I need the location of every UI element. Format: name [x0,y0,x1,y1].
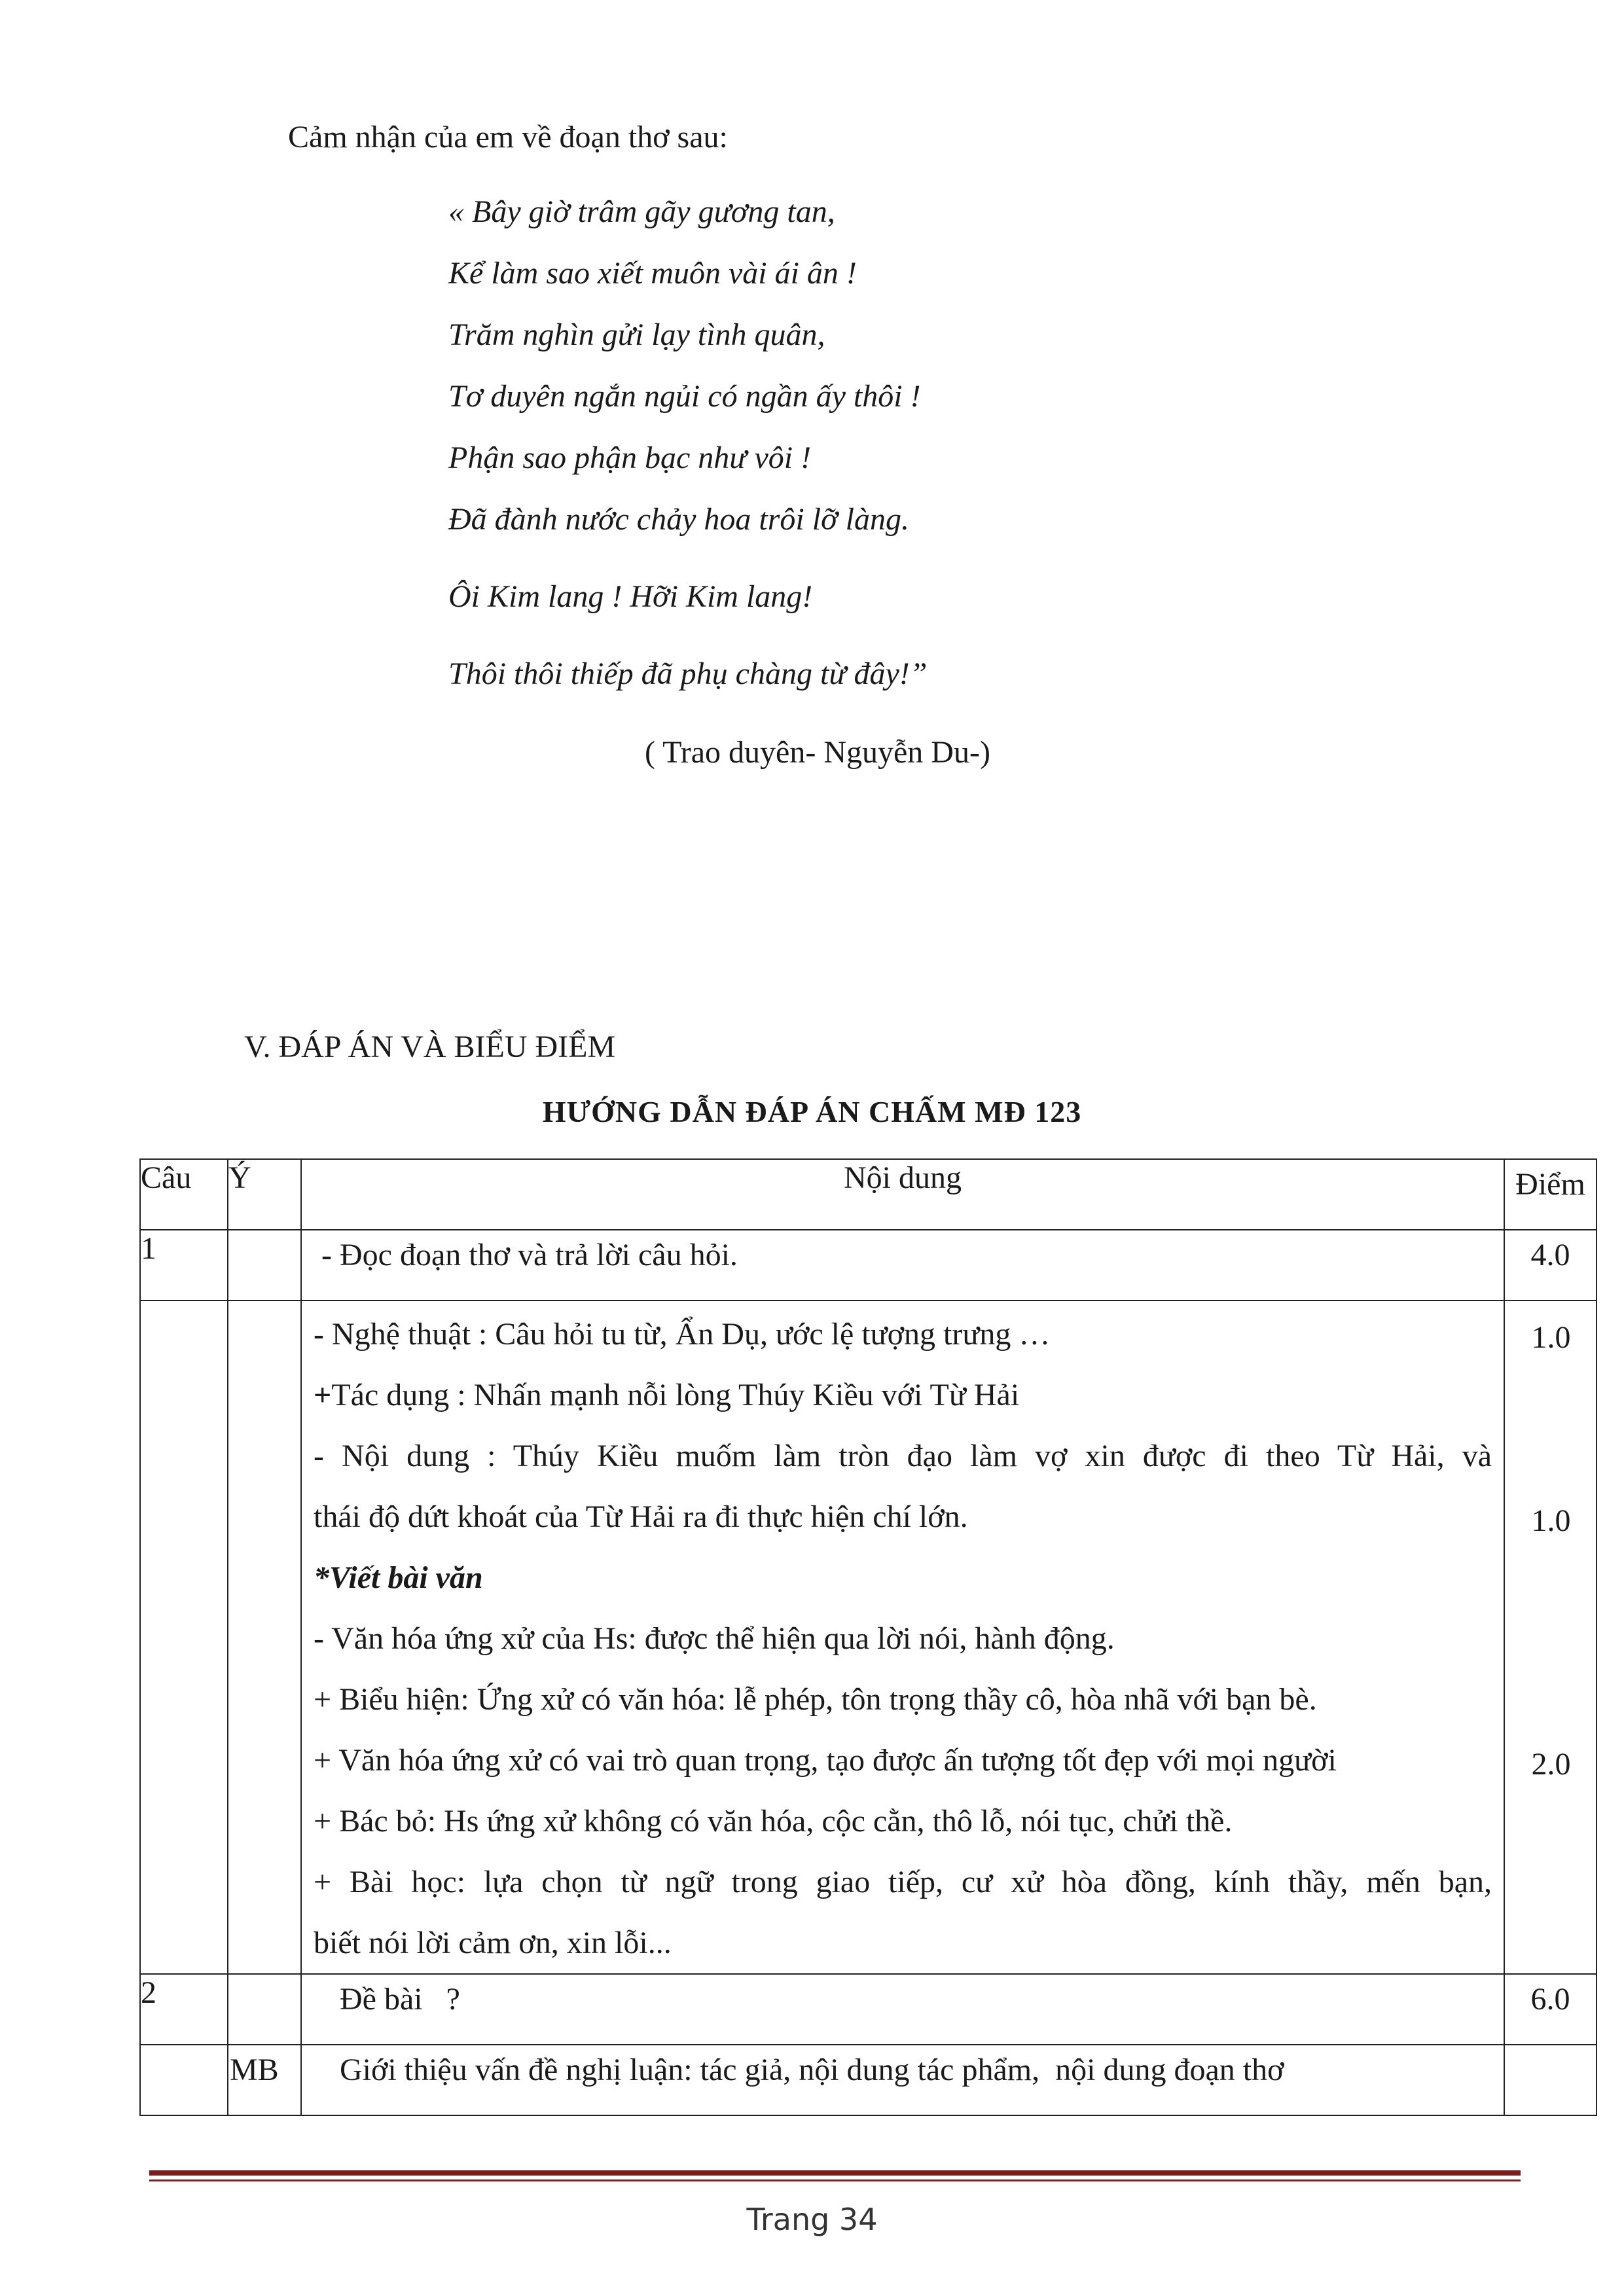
row4-noi-dung: Giới thiệu vấn đề nghị luận: tác giả, nội dung tác phẩm, nội dung đoạn thơ [301,2045,1504,2115]
row3-noi-dung: Đề bài ? [301,1974,1504,2045]
table-title: HƯỚNG DẪN ĐÁP ÁN CHẤM MĐ 123 [542,1095,1082,1128]
poem-line-5: Phận sao phận bạc như vôi ! [448,440,812,475]
poem-line-4: Tơ duyên ngắn ngủi có ngần ấy thôi ! [448,379,921,414]
section-title: V. ĐÁP ÁN VÀ BIỂU ĐIỂM [244,1030,616,1064]
row2-line-10: + Bài học: lựa chọn từ ngữ trong giao tiếp, cư xử hòa đồng, kính thầy, mến bạn, [314,1865,1492,1899]
poem-line-6: Đã đành nước chảy hoa trôi lỡ làng. [448,502,910,537]
row2-diem-a: 1.0 [1531,1320,1571,1355]
row2-y [228,1300,301,1974]
row2-line-4: thái độ dứt khoát của Từ Hải ra đi thực hiện chí lớn. [314,1499,968,1534]
poem-line-3: Trăm nghìn gửi lạy tình quân, [448,317,825,352]
row1-noi-dung: - Đọc đoạn thơ và trả lời câu hỏi. [301,1230,1504,1300]
page-number: Trang 34 [746,2202,878,2237]
poem-line-7: Ôi Kim lang ! Hỡi Kim lang! [448,579,813,614]
row2-diem [1504,1300,1597,1974]
footer-rule-thin [149,2179,1521,2181]
row4-cau [140,2045,228,2115]
row2-line-3: - Nội dung : Thúy Kiều muốm làm tròn đạo làm vợ xin được đi theo Từ Hải, và [314,1439,1492,1473]
row2-line-9: + Bác bỏ: Hs ứng xử không có văn hóa, cộc cằn, thô lỗ, nói tục, chửi thề. [314,1804,1233,1839]
prompt-text: Cảm nhận của em về đoạn thơ sau: [288,120,728,154]
poem-source: ( Trao duyên- Nguyễn Du-) [645,735,990,770]
row2-diem-b: 1.0 [1531,1503,1571,1538]
table-row [140,1230,1597,1300]
table-row [140,1974,1597,2045]
header-cau: Câu [140,1159,228,1230]
row3-cau: 2 [140,1974,228,2045]
row2-noi-dung [301,1300,1504,1974]
header-y: Ý [228,1159,301,1230]
row4-y: MB [228,2045,301,2115]
row2-line-7: + Biểu hiện: Ứng xử có văn hóa: lễ phép, tôn trọng thầy cô, hòa nhã với bạn bè. [314,1682,1317,1717]
row1-diem: 4.0 [1504,1230,1597,1300]
row3-diem: 6.0 [1504,1974,1597,2045]
footer-rule-thick [149,2170,1521,2176]
row2-line-6: - Văn hóa ứng xử của Hs: được thể hiện qua lời nói, hành động. [314,1621,1115,1656]
row4-diem [1504,2045,1597,2115]
poem-line-8: Thôi thôi thiếp đã phụ chàng từ đây!” [448,656,928,691]
table-row [140,1300,1597,1974]
row2-line-1: - Nghệ thuật : Câu hỏi tu từ, Ẩn Dụ, ước lệ tượng trưng … [314,1317,1051,1352]
table-header-row [140,1159,1597,1230]
row2-line-8: + Văn hóa ứng xử có vai trò quan trọng, tạo được ấn tượng tốt đẹp với mọi người [314,1743,1337,1778]
row2-cau [140,1300,228,1974]
row2-line-2: +Tác dụng : Nhấn mạnh nỗi lòng Thúy Kiều với Từ Hải [314,1378,1020,1412]
row1-cau: 1 [140,1230,228,1300]
poem-line-2: Kể làm sao xiết muôn vài ái ân ! [448,256,857,291]
table-row [140,2045,1597,2115]
row2-line-11: biết nói lời cảm ơn, xin lỗi... [314,1926,672,1960]
header-noi-dung: Nội dung [301,1159,1504,1230]
row1-y [228,1230,301,1300]
row2-line-5: *Viết bài văn [314,1560,483,1595]
row2-diem-c: 2.0 [1531,1747,1571,1782]
poem-line-1: « Bây giờ trâm gãy gương tan, [448,194,835,229]
header-diem: Điểm [1504,1159,1597,1230]
row3-y [228,1974,301,2045]
answer-table [139,1158,1597,2116]
